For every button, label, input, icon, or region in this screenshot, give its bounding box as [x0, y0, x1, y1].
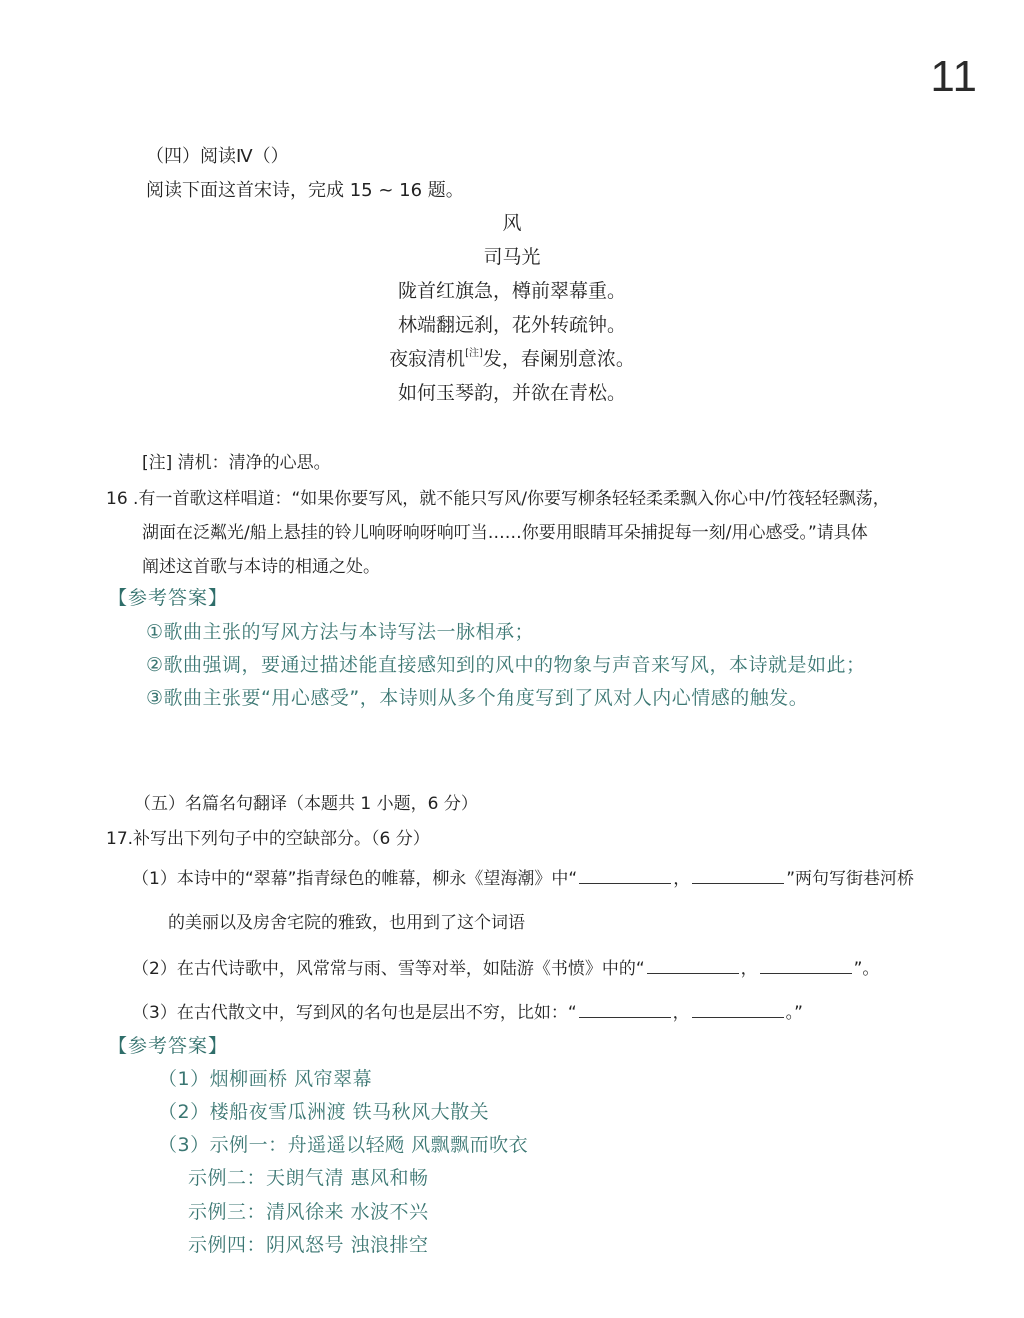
- poem-line-3: [0, 344, 1024, 371]
- answer-17-4: 示例二：天朗气清 惠风和畅: [188, 1167, 429, 1189]
- answer-16-3: ③歌曲主张要“用心感受”，本诗则从多个角度写到了风对人内心情感的触发。: [146, 687, 809, 709]
- poem-author: 司马光: [483, 246, 541, 268]
- question-17: 17.补写出下列句子中的空缺部分。（6 分）: [106, 829, 430, 849]
- poem-line-2: 林端翻远刹，花外转疏钟。: [397, 314, 626, 336]
- sub-1-text-b: ”两句写街巷河桥: [786, 869, 915, 889]
- blank-1a: [579, 869, 671, 884]
- sub-2-text-b: ”。: [853, 959, 880, 979]
- sub-2-text-a: （2）在古代诗歌中，风常常与雨、雪等对举，如陆游《书愤》中的“: [132, 959, 645, 979]
- answer-16-2: ②歌曲强调，要通过描述能直接感知到的风中的物象与声音来写风，本诗就是如此；: [146, 654, 866, 676]
- answer-16-1: ①歌曲主张的写风方法与本诗写法一脉相承；: [146, 621, 535, 643]
- question-17-sub-2: [132, 954, 879, 979]
- poem-line-3-a: 夜寂清机: [389, 348, 466, 370]
- section4-heading: （四）阅读Ⅳ（）: [146, 146, 289, 167]
- blank-2a: [647, 959, 739, 974]
- sub-1-text-a: （1）本诗中的“翠幕”指青绿色的帷幕，柳永《望海潮》中“: [132, 869, 578, 889]
- poem-line-4: 如何玉琴韵，并欲在青松。: [397, 382, 626, 404]
- poem-note-mark: [注]: [465, 347, 483, 359]
- poem-title: 风: [502, 212, 522, 234]
- blank-2b: [760, 959, 852, 974]
- answer-17-1: （1）烟柳画桥 风帘翠幕: [158, 1068, 373, 1090]
- answer-heading-17: 【参考答案】: [108, 1035, 229, 1057]
- answer-17-5: 示例三：清风徐来 水波不兴: [188, 1201, 429, 1223]
- sub-2-sep: ，: [740, 959, 758, 979]
- answer-17-3: （3）示例一：舟遥遥以轻飏 风飘飘而吹衣: [158, 1134, 529, 1156]
- sub-3-text-b: 。”: [785, 1003, 803, 1023]
- question-17-sub-3: [132, 998, 803, 1023]
- question-16-line-3: 阐述这首歌与本诗的相通之处。: [142, 557, 380, 577]
- blank-1b: [692, 869, 784, 884]
- answer-heading-16: 【参考答案】: [108, 587, 229, 609]
- poem-line-1: 陇首红旗急，樽前翠幕重。: [397, 280, 626, 302]
- section5-heading: （五）名篇名句翻译（本题共 1 小题，6 分）: [134, 794, 478, 814]
- page-number: 11: [930, 52, 978, 101]
- sub-1-sep: ，: [673, 869, 691, 889]
- answer-17-2: （2）楼船夜雪瓜洲渡 铁马秋风大散关: [158, 1101, 490, 1123]
- question-16-line-1: 16 .有一首歌这样唱道：“如果你要写风，就不能只写风/你要写柳条轻轻柔柔飘入你心中/竹筏轻轻飘荡，: [106, 489, 890, 509]
- answer-17-6: 示例四：阴风怒号 浊浪排空: [188, 1234, 429, 1256]
- question-17-sub-1: [132, 864, 914, 889]
- sub-3-sep: ，: [672, 1003, 690, 1023]
- section4-instruction: 阅读下面这首宋诗，完成 15 ~ 16 题。: [146, 180, 464, 201]
- poem-line-3-b: 发，春阑别意浓。: [482, 348, 635, 370]
- blank-3b: [692, 1003, 784, 1018]
- question-16-line-2: 湖面在泛粼光/船上悬挂的铃儿响呀响呀响叮当……你要用眼睛耳朵捕捉每一刻/用心感受。”请具体: [142, 523, 868, 543]
- question-17-sub-1-cont: 的美丽以及房舍宅院的雅致，也用到了这个词语: [168, 913, 525, 933]
- sub-3-text-a: （3）在古代散文中，写到风的名句也是层出不穷，比如：“: [132, 1003, 577, 1023]
- poem-note: [注] 清机：清净的心思。: [142, 453, 331, 473]
- blank-3a: [579, 1003, 671, 1018]
